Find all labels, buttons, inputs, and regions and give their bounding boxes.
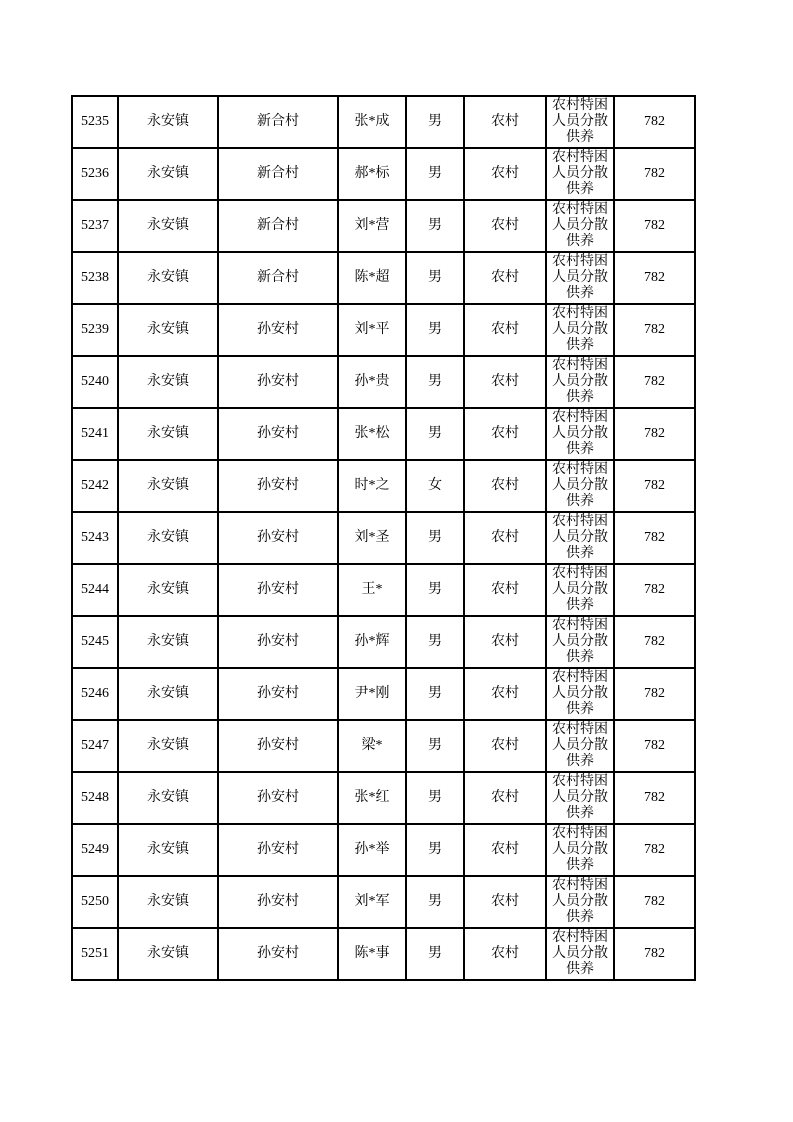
beneficiary-table [71,95,696,981]
table-row [72,200,695,252]
cell-village: 孙安村 [218,824,338,876]
cell-serial-number: 5248 [72,772,118,824]
cell-amount: 782 [614,148,695,200]
cell-amount: 782 [614,772,695,824]
cell-serial-number: 5236 [72,148,118,200]
table-row [72,564,695,616]
cell-village: 孙安村 [218,512,338,564]
cell-town: 永安镇 [118,304,218,356]
cell-serial-number: 5243 [72,512,118,564]
cell-category: 农村特困人员分散供养 [546,876,614,928]
table-row [72,304,695,356]
cell-town: 永安镇 [118,148,218,200]
cell-amount: 782 [614,200,695,252]
table-row [72,668,695,720]
cell-category: 农村特困人员分散供养 [546,96,614,148]
cell-name: 孙*辉 [338,616,406,668]
cell-town: 永安镇 [118,616,218,668]
cell-name: 陈*事 [338,928,406,980]
cell-gender: 男 [406,148,464,200]
cell-category: 农村特困人员分散供养 [546,616,614,668]
table-body [72,96,695,980]
cell-village: 孙安村 [218,668,338,720]
cell-town: 永安镇 [118,668,218,720]
cell-village: 新合村 [218,252,338,304]
cell-category: 农村特困人员分散供养 [546,772,614,824]
cell-name: 刘*平 [338,304,406,356]
cell-village: 孙安村 [218,408,338,460]
cell-amount: 782 [614,928,695,980]
cell-gender: 男 [406,772,464,824]
cell-town: 永安镇 [118,928,218,980]
cell-village: 新合村 [218,96,338,148]
cell-gender: 男 [406,928,464,980]
table-row [72,148,695,200]
table-row [72,512,695,564]
cell-town: 永安镇 [118,824,218,876]
cell-gender: 男 [406,96,464,148]
cell-residence: 农村 [464,720,546,772]
cell-serial-number: 5250 [72,876,118,928]
cell-amount: 782 [614,460,695,512]
table-row [72,96,695,148]
cell-village: 新合村 [218,200,338,252]
cell-serial-number: 5235 [72,96,118,148]
cell-town: 永安镇 [118,460,218,512]
cell-amount: 782 [614,876,695,928]
cell-residence: 农村 [464,304,546,356]
cell-residence: 农村 [464,252,546,304]
cell-gender: 男 [406,512,464,564]
cell-serial-number: 5241 [72,408,118,460]
cell-name: 梁* [338,720,406,772]
cell-town: 永安镇 [118,772,218,824]
cell-name: 尹*刚 [338,668,406,720]
cell-residence: 农村 [464,356,546,408]
cell-name: 陈*超 [338,252,406,304]
cell-gender: 男 [406,668,464,720]
cell-town: 永安镇 [118,564,218,616]
cell-name: 时*之 [338,460,406,512]
cell-village: 孙安村 [218,928,338,980]
cell-category: 农村特困人员分散供养 [546,304,614,356]
cell-residence: 农村 [464,772,546,824]
cell-town: 永安镇 [118,96,218,148]
cell-name: 郝*标 [338,148,406,200]
cell-name: 孙*贵 [338,356,406,408]
cell-gender: 女 [406,460,464,512]
cell-gender: 男 [406,876,464,928]
cell-residence: 农村 [464,460,546,512]
cell-name: 刘*军 [338,876,406,928]
cell-town: 永安镇 [118,512,218,564]
cell-town: 永安镇 [118,252,218,304]
cell-village: 孙安村 [218,772,338,824]
cell-category: 农村特困人员分散供养 [546,824,614,876]
cell-serial-number: 5238 [72,252,118,304]
cell-name: 孙*举 [338,824,406,876]
cell-amount: 782 [614,720,695,772]
cell-serial-number: 5245 [72,616,118,668]
cell-amount: 782 [614,564,695,616]
cell-category: 农村特困人员分散供养 [546,408,614,460]
cell-village: 孙安村 [218,876,338,928]
cell-category: 农村特困人员分散供养 [546,356,614,408]
cell-gender: 男 [406,304,464,356]
cell-category: 农村特困人员分散供养 [546,460,614,512]
cell-village: 孙安村 [218,304,338,356]
cell-serial-number: 5251 [72,928,118,980]
cell-residence: 农村 [464,200,546,252]
cell-gender: 男 [406,564,464,616]
cell-town: 永安镇 [118,356,218,408]
cell-amount: 782 [614,824,695,876]
cell-category: 农村特困人员分散供养 [546,564,614,616]
cell-amount: 782 [614,512,695,564]
cell-serial-number: 5239 [72,304,118,356]
cell-residence: 农村 [464,408,546,460]
table-row [72,772,695,824]
cell-serial-number: 5247 [72,720,118,772]
cell-gender: 男 [406,408,464,460]
cell-gender: 男 [406,824,464,876]
table-row [72,252,695,304]
cell-amount: 782 [614,668,695,720]
cell-town: 永安镇 [118,200,218,252]
cell-village: 孙安村 [218,720,338,772]
cell-amount: 782 [614,616,695,668]
cell-category: 农村特困人员分散供养 [546,200,614,252]
cell-gender: 男 [406,616,464,668]
cell-category: 农村特困人员分散供养 [546,148,614,200]
cell-town: 永安镇 [118,408,218,460]
cell-residence: 农村 [464,148,546,200]
cell-gender: 男 [406,720,464,772]
cell-category: 农村特困人员分散供养 [546,720,614,772]
cell-village: 孙安村 [218,356,338,408]
cell-amount: 782 [614,96,695,148]
cell-serial-number: 5249 [72,824,118,876]
table-row [72,824,695,876]
table-row [72,460,695,512]
cell-residence: 农村 [464,564,546,616]
cell-residence: 农村 [464,876,546,928]
cell-village: 孙安村 [218,460,338,512]
cell-category: 农村特困人员分散供养 [546,928,614,980]
cell-village: 孙安村 [218,564,338,616]
cell-residence: 农村 [464,616,546,668]
cell-town: 永安镇 [118,720,218,772]
cell-name: 张*松 [338,408,406,460]
cell-category: 农村特困人员分散供养 [546,512,614,564]
cell-name: 刘*营 [338,200,406,252]
table-row [72,408,695,460]
cell-category: 农村特困人员分散供养 [546,252,614,304]
cell-village: 孙安村 [218,616,338,668]
cell-name: 刘*圣 [338,512,406,564]
cell-amount: 782 [614,356,695,408]
cell-category: 农村特困人员分散供养 [546,668,614,720]
cell-serial-number: 5242 [72,460,118,512]
cell-residence: 农村 [464,668,546,720]
cell-serial-number: 5240 [72,356,118,408]
table-row [72,720,695,772]
cell-amount: 782 [614,252,695,304]
cell-amount: 782 [614,304,695,356]
cell-gender: 男 [406,356,464,408]
cell-town: 永安镇 [118,876,218,928]
cell-gender: 男 [406,200,464,252]
table-row [72,616,695,668]
cell-name: 王* [338,564,406,616]
cell-residence: 农村 [464,96,546,148]
cell-gender: 男 [406,252,464,304]
cell-residence: 农村 [464,512,546,564]
table-row [72,876,695,928]
cell-residence: 农村 [464,824,546,876]
cell-name: 张*红 [338,772,406,824]
cell-residence: 农村 [464,928,546,980]
table-row [72,928,695,980]
table-row [72,356,695,408]
cell-village: 新合村 [218,148,338,200]
cell-serial-number: 5237 [72,200,118,252]
cell-serial-number: 5246 [72,668,118,720]
cell-amount: 782 [614,408,695,460]
cell-serial-number: 5244 [72,564,118,616]
cell-name: 张*成 [338,96,406,148]
